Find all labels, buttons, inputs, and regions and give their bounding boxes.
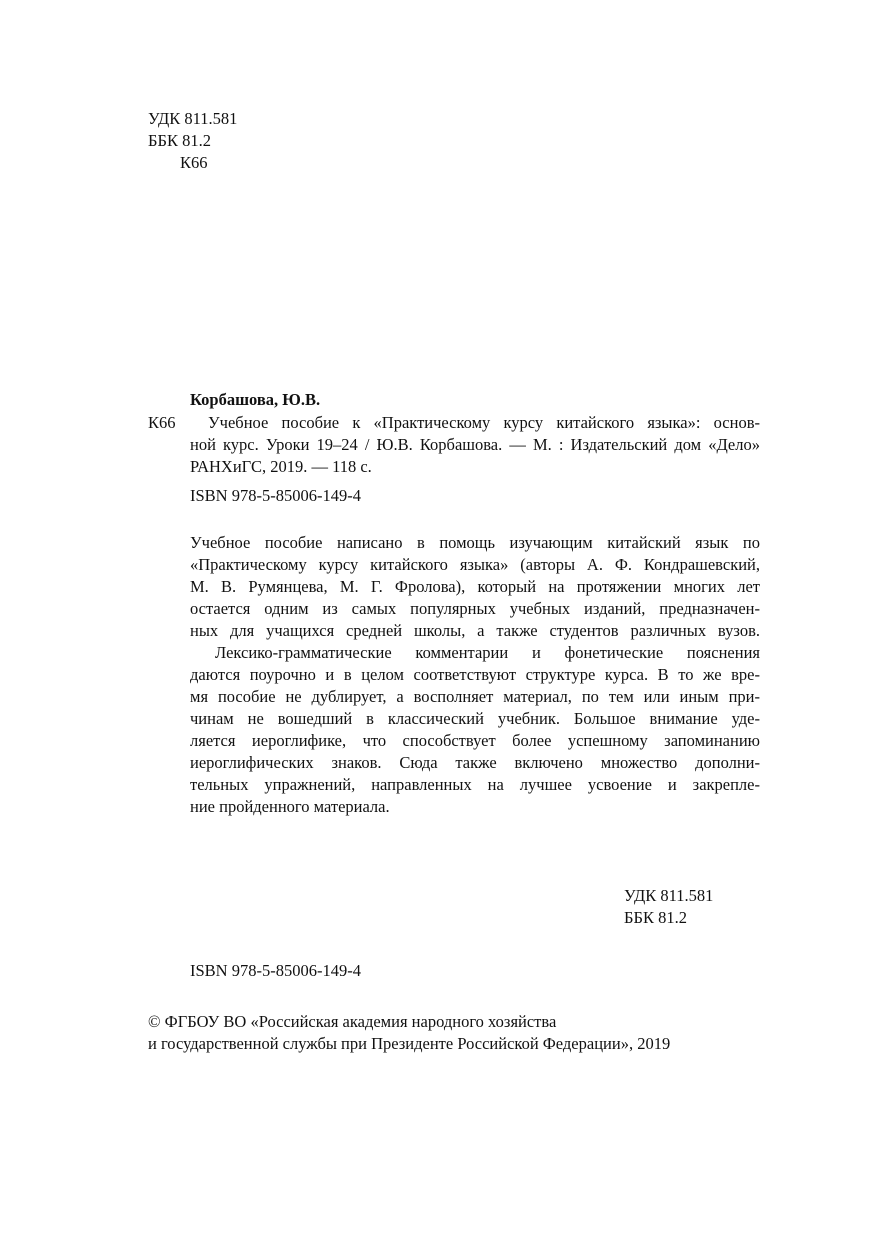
author-mark-top: К66: [180, 153, 208, 172]
annotation-line: Лексико-грамматические комментарии и фонетические пояснения: [215, 643, 760, 662]
copyright-line-1: © ФГБОУ ВО «Российская академия народного хозяйства: [148, 1012, 557, 1031]
annotation-line: М. В. Румянцева, М. Г. Фролова), который на протяжении многих лет: [190, 577, 760, 596]
annotation: [190, 532, 760, 818]
record-isbn: ISBN 978-5-85006-149-4: [190, 486, 361, 505]
annotation-line: иероглифических знаков. Сюда также включено множество дополни-: [190, 753, 760, 772]
annotation-line: даются поурочно и в целом соответствуют структуре курса. В то же вре-: [190, 665, 760, 684]
annotation-line: ние пройденного материала.: [190, 797, 390, 816]
record-line: РАНХиГС, 2019. — 118 с.: [190, 457, 372, 476]
udk-top: УДК 811.581: [148, 109, 238, 128]
annotation-line: чинам не вошедший в классический учебник. Большое внимание уде-: [190, 709, 760, 728]
copyright-line-2: и государственной службы при Президенте Российской Федерации», 2019: [148, 1034, 671, 1053]
annotation-line: тельных упражнений, направленных на лучшее усвоение и закрепле-: [190, 775, 760, 794]
record-description: [190, 412, 760, 478]
annotation-line: Учебное пособие написано в помощь изучающим китайский язык по: [190, 533, 760, 552]
annotation-line: остается одним из самых популярных учебных изданий, предназначен-: [190, 599, 760, 618]
bbk-top: ББК 81.2: [148, 131, 211, 150]
isbn-bottom: ISBN 978-5-85006-149-4: [190, 961, 361, 980]
annotation-line: мя пособие не дублирует, а восполняет материал, по тем или иным при-: [190, 687, 760, 706]
record-line: Учебное пособие к «Практическому курсу китайского языка»: основ-: [208, 413, 760, 432]
annotation-line: «Практическому курсу китайского языка» (авторы А. Ф. Кондрашевский,: [190, 555, 760, 574]
record-line: ной курс. Уроки 19–24 / Ю.В. Корбашова. — М. : Издательский дом «Дело»: [190, 435, 760, 454]
udk-bottom: УДК 811.581: [624, 886, 714, 905]
bbk-bottom: ББК 81.2: [624, 908, 687, 927]
record-mark: К66: [148, 413, 176, 432]
record-author: Корбашова, Ю.В.: [190, 390, 321, 409]
annotation-line: ных для учащихся средней школы, а также студентов различных вузов.: [190, 621, 760, 640]
annotation-line: ляется иероглифике, что способствует более успешному запоминанию: [190, 731, 760, 750]
